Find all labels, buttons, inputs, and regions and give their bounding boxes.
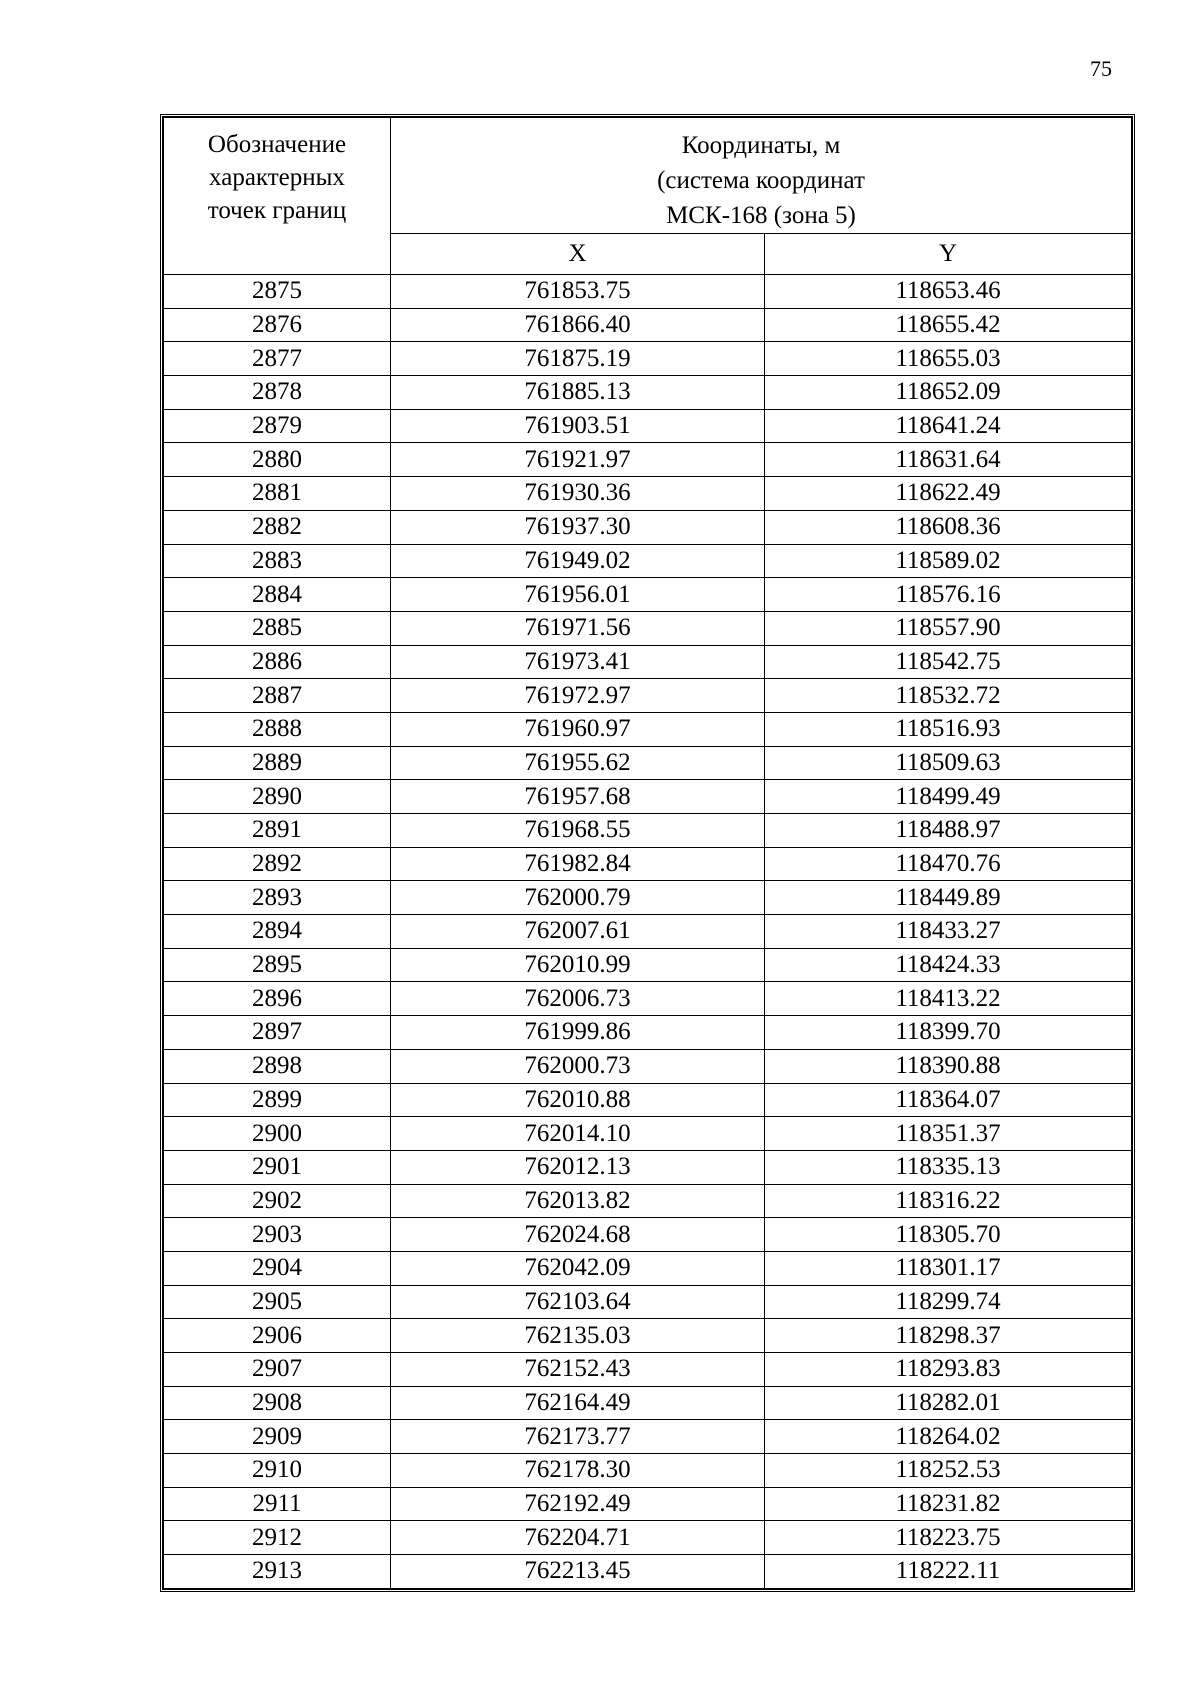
point-number-cell: 2910 xyxy=(164,1454,391,1488)
point-number-cell: 2904 xyxy=(164,1251,391,1285)
table-row xyxy=(164,1555,1132,1589)
y-coordinate-cell: 118282.01 xyxy=(765,1386,1132,1420)
table-row xyxy=(164,376,1132,410)
x-coordinate-cell: 761972.97 xyxy=(391,679,765,713)
x-coordinate-cell: 762173.77 xyxy=(391,1420,765,1454)
x-coordinate-cell: 761949.02 xyxy=(391,544,765,578)
x-coordinate-cell: 761968.55 xyxy=(391,814,765,848)
coordinates-table-frame xyxy=(160,114,1135,1592)
table-row xyxy=(164,1150,1132,1184)
point-number-cell: 2903 xyxy=(164,1218,391,1252)
y-coordinate-cell: 118298.37 xyxy=(765,1319,1132,1353)
x-coordinate-cell: 762135.03 xyxy=(391,1319,765,1353)
x-coordinate-cell: 761973.41 xyxy=(391,645,765,679)
y-coordinate-cell: 118264.02 xyxy=(765,1420,1132,1454)
table-row xyxy=(164,679,1132,713)
y-coordinate-cell: 118424.33 xyxy=(765,948,1132,982)
point-number-cell: 2909 xyxy=(164,1420,391,1454)
x-coordinate-cell: 762204.71 xyxy=(391,1521,765,1555)
y-coordinate-cell: 118364.07 xyxy=(765,1083,1132,1117)
coordinates-table xyxy=(163,117,1132,1589)
table-row xyxy=(164,477,1132,511)
y-coordinate-cell: 118655.42 xyxy=(765,308,1132,342)
table-row xyxy=(164,1184,1132,1218)
point-number-cell: 2875 xyxy=(164,275,391,309)
point-number-cell: 2876 xyxy=(164,308,391,342)
y-coordinate-cell: 118516.93 xyxy=(765,712,1132,746)
x-coordinate-cell: 761982.84 xyxy=(391,847,765,881)
y-coordinate-cell: 118413.22 xyxy=(765,982,1132,1016)
table-row xyxy=(164,510,1132,544)
table-row xyxy=(164,1353,1132,1387)
y-coordinate-cell: 118305.70 xyxy=(765,1218,1132,1252)
point-number-cell: 2887 xyxy=(164,679,391,713)
y-coordinate-cell: 118557.90 xyxy=(765,611,1132,645)
point-number-cell: 2907 xyxy=(164,1353,391,1387)
table-row xyxy=(164,1319,1132,1353)
point-number-cell: 2902 xyxy=(164,1184,391,1218)
x-coordinate-cell: 761921.97 xyxy=(391,443,765,477)
table-row xyxy=(164,1083,1132,1117)
x-coordinate-cell: 761866.40 xyxy=(391,308,765,342)
x-coordinate-cell: 761999.86 xyxy=(391,1016,765,1050)
point-number-cell: 2883 xyxy=(164,544,391,578)
point-number-cell: 2878 xyxy=(164,376,391,410)
point-number-cell: 2895 xyxy=(164,948,391,982)
point-number-cell: 2912 xyxy=(164,1521,391,1555)
y-coordinate-cell: 118390.88 xyxy=(765,1049,1132,1083)
x-coordinate-cell: 762014.10 xyxy=(391,1117,765,1151)
table-row xyxy=(164,544,1132,578)
y-coordinate-cell: 118653.46 xyxy=(765,275,1132,309)
header-point-designation xyxy=(164,118,391,275)
table-row xyxy=(164,1454,1132,1488)
point-number-cell: 2877 xyxy=(164,342,391,376)
header-coords-line: Координаты, м xyxy=(681,132,841,159)
table-row xyxy=(164,1487,1132,1521)
y-coordinate-cell: 118509.63 xyxy=(765,746,1132,780)
table-row xyxy=(164,578,1132,612)
header-coords-line: (система координат xyxy=(657,167,865,194)
header-name-line: точек границ xyxy=(207,197,347,224)
point-number-cell: 2913 xyxy=(164,1555,391,1589)
y-coordinate-cell: 118433.27 xyxy=(765,915,1132,949)
x-coordinate-cell: 762042.09 xyxy=(391,1251,765,1285)
table-row xyxy=(164,1049,1132,1083)
point-number-cell: 2893 xyxy=(164,881,391,915)
point-number-cell: 2911 xyxy=(164,1487,391,1521)
x-coordinate-cell: 762103.64 xyxy=(391,1285,765,1319)
table-row xyxy=(164,1251,1132,1285)
x-coordinate-cell: 761853.75 xyxy=(391,275,765,309)
y-coordinate-cell: 118470.76 xyxy=(765,847,1132,881)
x-coordinate-cell: 761903.51 xyxy=(391,409,765,443)
point-number-cell: 2879 xyxy=(164,409,391,443)
table-row xyxy=(164,712,1132,746)
point-number-cell: 2885 xyxy=(164,611,391,645)
y-coordinate-cell: 118449.89 xyxy=(765,881,1132,915)
point-number-cell: 2884 xyxy=(164,578,391,612)
x-coordinate-cell: 762213.45 xyxy=(391,1555,765,1589)
x-coordinate-cell: 762010.88 xyxy=(391,1083,765,1117)
header-coordinates xyxy=(391,118,1132,234)
point-number-cell: 2896 xyxy=(164,982,391,1016)
x-coordinate-cell: 761960.97 xyxy=(391,712,765,746)
y-coordinate-cell: 118542.75 xyxy=(765,645,1132,679)
x-coordinate-cell: 761875.19 xyxy=(391,342,765,376)
y-coordinate-cell: 118293.83 xyxy=(765,1353,1132,1387)
point-number-cell: 2889 xyxy=(164,746,391,780)
x-coordinate-cell: 761937.30 xyxy=(391,510,765,544)
y-coordinate-cell: 118399.70 xyxy=(765,1016,1132,1050)
y-coordinate-cell: 118589.02 xyxy=(765,544,1132,578)
y-coordinate-cell: 118652.09 xyxy=(765,376,1132,410)
point-number-cell: 2900 xyxy=(164,1117,391,1151)
point-number-cell: 2888 xyxy=(164,712,391,746)
x-coordinate-cell: 762000.73 xyxy=(391,1049,765,1083)
point-number-cell: 2897 xyxy=(164,1016,391,1050)
header-name-line: характерных xyxy=(209,164,345,191)
x-coordinate-cell: 762178.30 xyxy=(391,1454,765,1488)
y-coordinate-cell: 118335.13 xyxy=(765,1150,1132,1184)
x-coordinate-cell: 762000.79 xyxy=(391,881,765,915)
y-coordinate-cell: 118488.97 xyxy=(765,814,1132,848)
point-number-cell: 2901 xyxy=(164,1150,391,1184)
header-coords-line: МСК-168 (зона 5) xyxy=(666,202,856,229)
point-number-cell: 2890 xyxy=(164,780,391,814)
table-row xyxy=(164,1420,1132,1454)
table-row xyxy=(164,342,1132,376)
y-coordinate-cell: 118622.49 xyxy=(765,477,1132,511)
table-row xyxy=(164,1386,1132,1420)
y-coordinate-cell: 118576.16 xyxy=(765,578,1132,612)
x-coordinate-cell: 762152.43 xyxy=(391,1353,765,1387)
table-row xyxy=(164,611,1132,645)
y-coordinate-cell: 118532.72 xyxy=(765,679,1132,713)
x-coordinate-cell: 761957.68 xyxy=(391,780,765,814)
y-coordinate-cell: 118499.49 xyxy=(765,780,1132,814)
point-number-cell: 2905 xyxy=(164,1285,391,1319)
table-row xyxy=(164,409,1132,443)
table-row xyxy=(164,948,1132,982)
x-coordinate-cell: 762007.61 xyxy=(391,915,765,949)
x-coordinate-cell: 762012.13 xyxy=(391,1150,765,1184)
table-row xyxy=(164,881,1132,915)
table-row xyxy=(164,275,1132,309)
table-row xyxy=(164,915,1132,949)
point-number-cell: 2906 xyxy=(164,1319,391,1353)
header-name-line: Обозначение xyxy=(207,131,347,158)
table-row xyxy=(164,746,1132,780)
table-row xyxy=(164,814,1132,848)
point-number-cell: 2881 xyxy=(164,477,391,511)
y-coordinate-cell: 118222.11 xyxy=(765,1555,1132,1589)
x-coordinate-cell: 761971.56 xyxy=(391,611,765,645)
table-row xyxy=(164,645,1132,679)
x-coordinate-cell: 762164.49 xyxy=(391,1386,765,1420)
table-row xyxy=(164,1117,1132,1151)
header-y: Y xyxy=(765,234,1132,275)
header-x: X xyxy=(391,234,765,275)
x-coordinate-cell: 762192.49 xyxy=(391,1487,765,1521)
y-coordinate-cell: 118223.75 xyxy=(765,1521,1132,1555)
table-row xyxy=(164,982,1132,1016)
point-number-cell: 2894 xyxy=(164,915,391,949)
x-coordinate-cell: 761956.01 xyxy=(391,578,765,612)
point-number-cell: 2886 xyxy=(164,645,391,679)
y-coordinate-cell: 118301.17 xyxy=(765,1251,1132,1285)
table-header xyxy=(164,118,1132,275)
table-body xyxy=(164,275,1132,1589)
y-coordinate-cell: 118316.22 xyxy=(765,1184,1132,1218)
y-coordinate-cell: 118351.37 xyxy=(765,1117,1132,1151)
page-number: 75 xyxy=(1090,56,1112,81)
point-number-cell: 2899 xyxy=(164,1083,391,1117)
x-coordinate-cell: 762010.99 xyxy=(391,948,765,982)
y-coordinate-cell: 118655.03 xyxy=(765,342,1132,376)
table-row xyxy=(164,1521,1132,1555)
table-row xyxy=(164,308,1132,342)
point-number-cell: 2898 xyxy=(164,1049,391,1083)
x-coordinate-cell: 762024.68 xyxy=(391,1218,765,1252)
table-row xyxy=(164,1285,1132,1319)
y-coordinate-cell: 118631.64 xyxy=(765,443,1132,477)
table-row xyxy=(164,780,1132,814)
table-row xyxy=(164,1016,1132,1050)
y-coordinate-cell: 118299.74 xyxy=(765,1285,1132,1319)
x-coordinate-cell: 761885.13 xyxy=(391,376,765,410)
x-coordinate-cell: 761930.36 xyxy=(391,477,765,511)
y-coordinate-cell: 118608.36 xyxy=(765,510,1132,544)
table-row xyxy=(164,847,1132,881)
point-number-cell: 2891 xyxy=(164,814,391,848)
y-coordinate-cell: 118641.24 xyxy=(765,409,1132,443)
point-number-cell: 2892 xyxy=(164,847,391,881)
x-coordinate-cell: 762006.73 xyxy=(391,982,765,1016)
point-number-cell: 2880 xyxy=(164,443,391,477)
point-number-cell: 2908 xyxy=(164,1386,391,1420)
table-row xyxy=(164,1218,1132,1252)
y-coordinate-cell: 118231.82 xyxy=(765,1487,1132,1521)
point-number-cell: 2882 xyxy=(164,510,391,544)
table-row xyxy=(164,443,1132,477)
x-coordinate-cell: 761955.62 xyxy=(391,746,765,780)
x-coordinate-cell: 762013.82 xyxy=(391,1184,765,1218)
y-coordinate-cell: 118252.53 xyxy=(765,1454,1132,1488)
